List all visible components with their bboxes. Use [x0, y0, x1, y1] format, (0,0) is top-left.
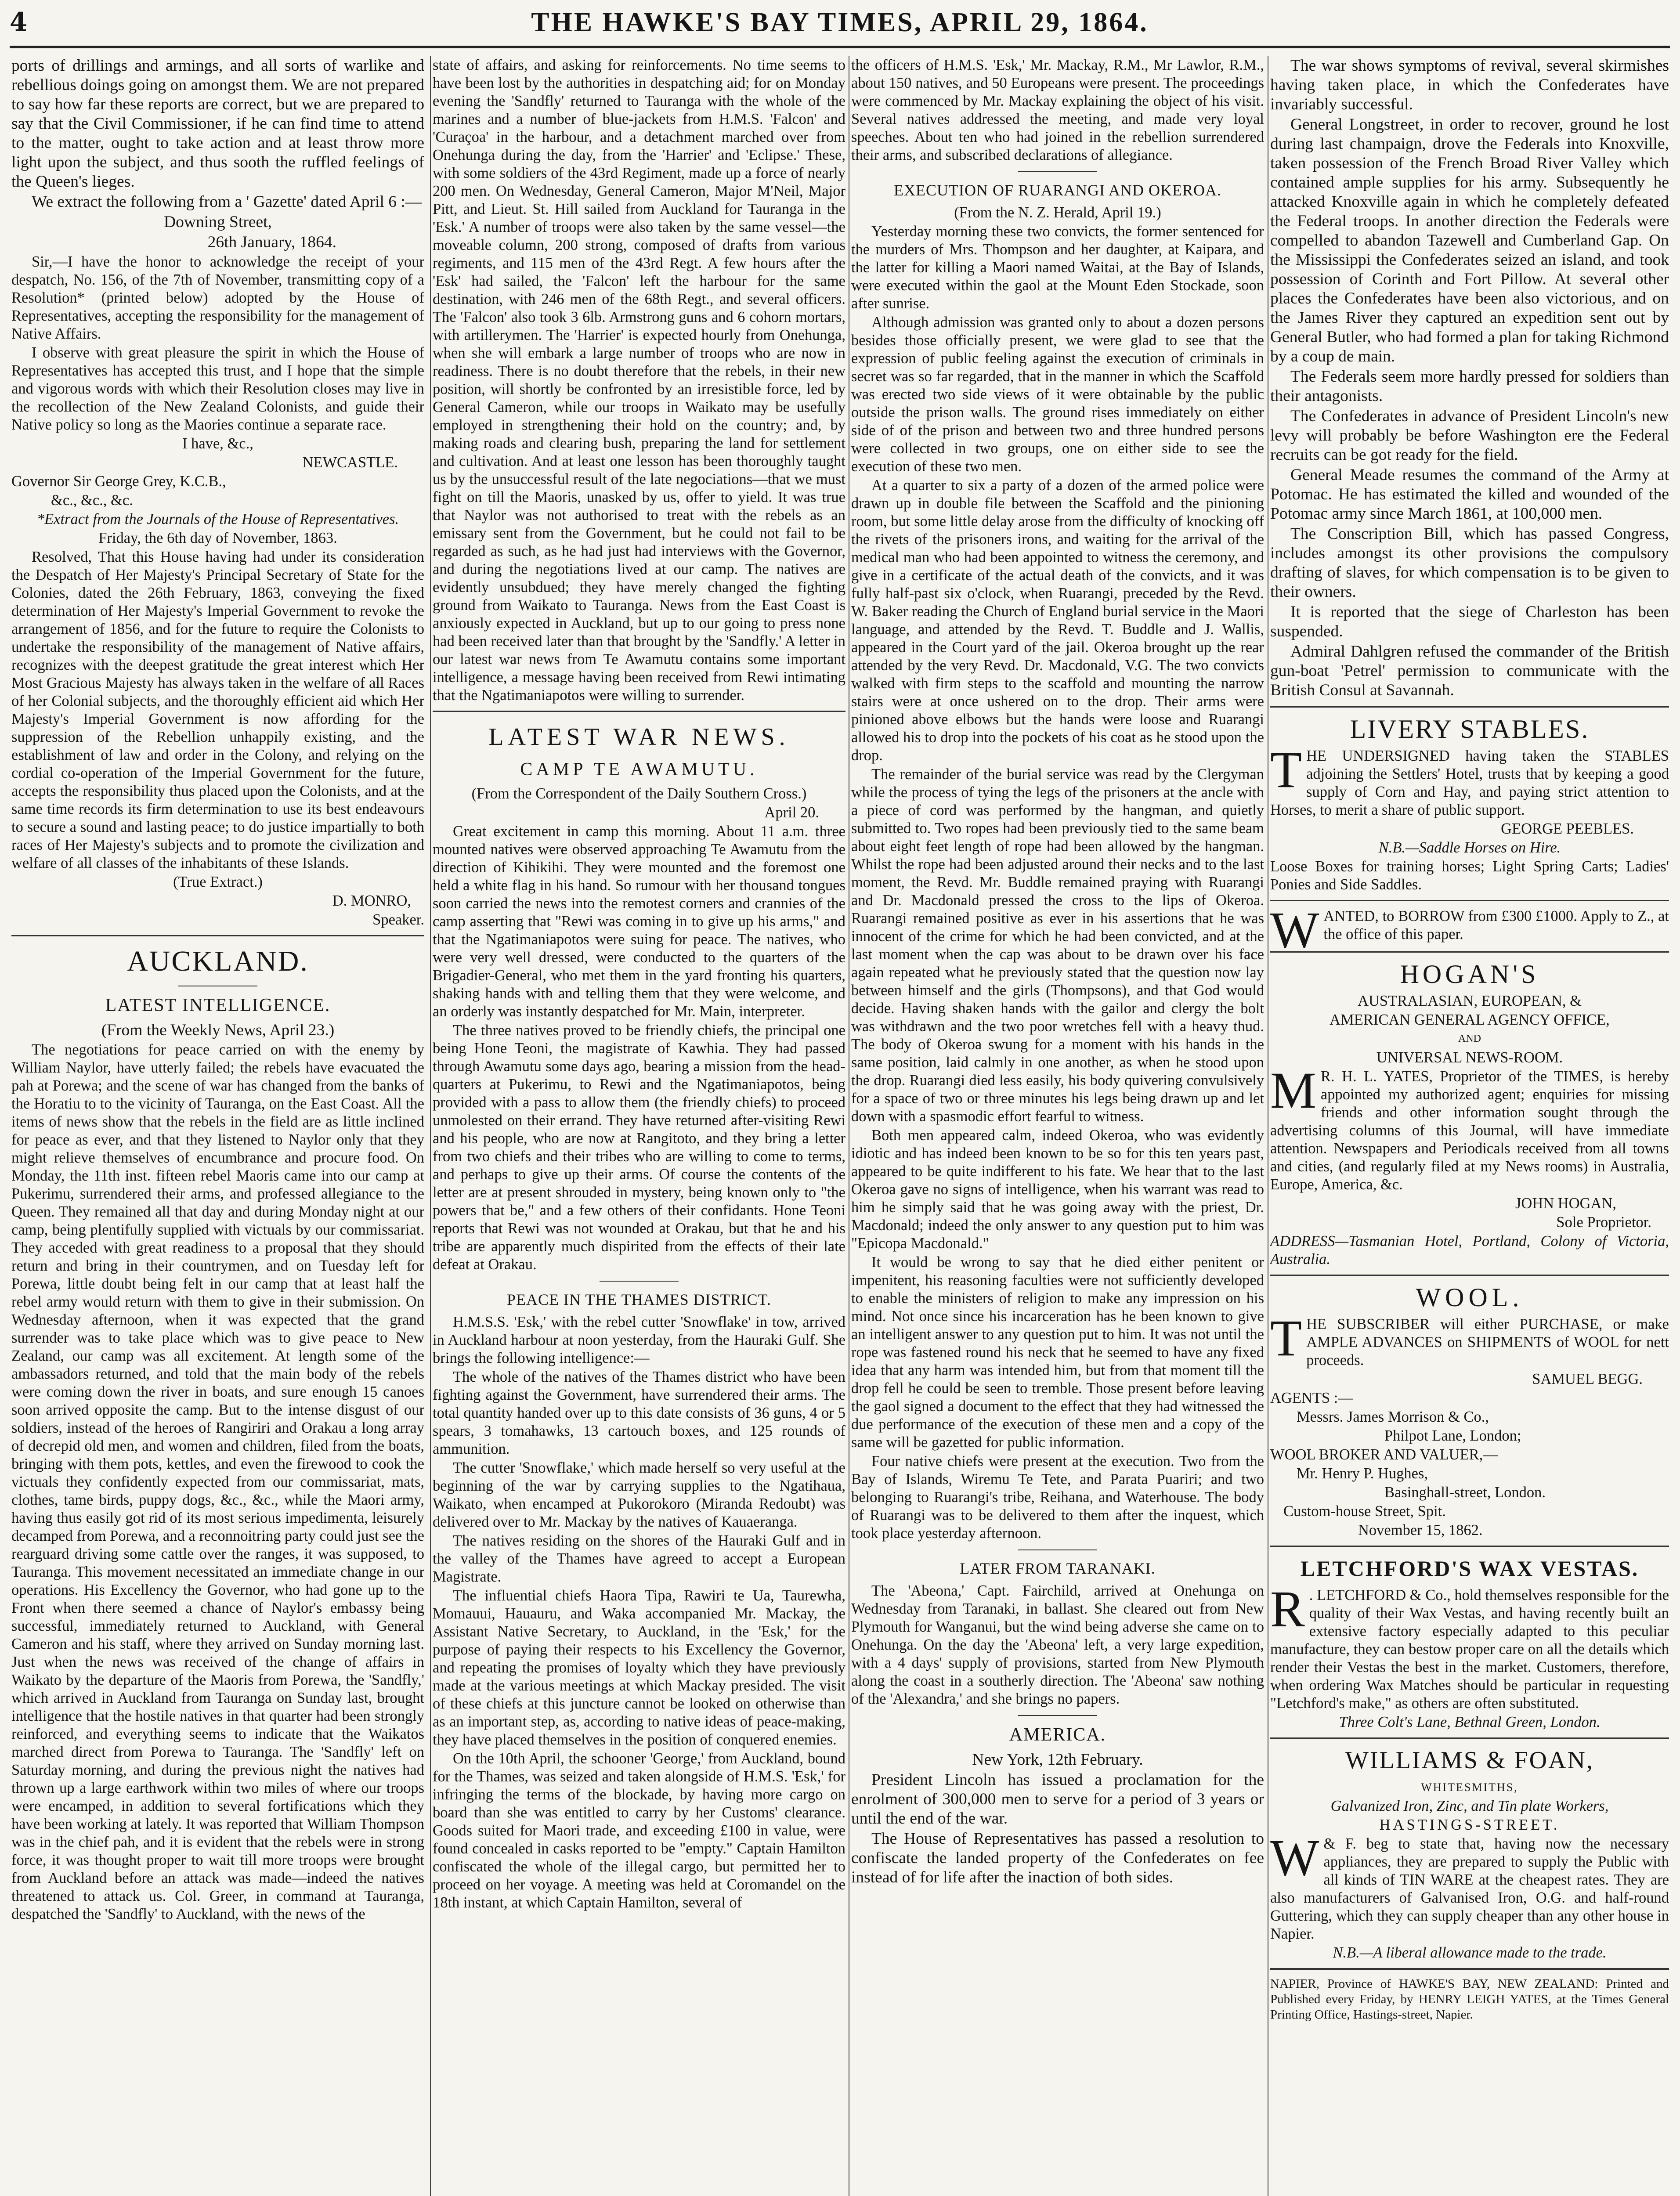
column-divider — [430, 56, 431, 2196]
speaker-name: D. MONRO, — [332, 892, 411, 909]
ad-text: AGENTS :— — [1270, 1390, 1353, 1406]
dateline: Downing Street, — [164, 213, 272, 231]
dateline: 26th January, 1864. — [207, 233, 336, 251]
ad-note: N.B.—Saddle Horses on Hire. — [1378, 839, 1561, 856]
ad-rule — [1270, 951, 1669, 953]
article-text: The Federals seem more hardly pressed for soldiers than their antagonists. — [1270, 368, 1669, 405]
column-3 — [851, 56, 1264, 2196]
article-text: The negotiations for peace carried on with the enemy by William Naylor, have utterly failed; the rebels have evacuated the pah at Porewa; and the scene of war has changed from the banks of the Horatiu to to the vicinity of Tauranga, on the East Coast. All the items of news show that the rebels in the field are as little inclined for peace as ever, and that they listened to Naylor only that they might relieve themselves of encumbrance and procure food. On Monday, the 11th inst. fifteen rebel Maoris came into our camp at Pukerimu, surrendered their arms, and professed allegiance to the Queen. They remained all that day and during Monday night at our camp, being plentifully supplied with victuals by our commissariat. They acceded with great readiness to a proposal that they should return and bring in their countrymen, and on Tuesday left for Porewa, little doubt being felt in our camp that at least half the rebel army would return with them to give in their submission. On Wednesday afternoon, when it was expected that the grand surrender was to take place which was to give peace to New Zealand, our camp was all excitement. At length some of the ambassadors returned, and told that the main body of the rebels were coming down the river in boats, and sure enough 15 canoes soon arrived opposite the camp. But to the intense disgust of our soldiers, instead of the heroes of Rangiriri and Orakau a long array of decrepid old men, and women and children, filed from the boats, bringing with them pots, kettles, and even the firewood to cook the victuals they confidently expected from our commissariat, mats, clothes, tame birds, puppy dogs, &c., &c., while the Maori army, having thus easily got rid of its most serious impedimenta, leisurely decamped from Porewa, and a reconnoitring party could just see the rearguard driving some cattle over the ranges, it was supposed, to Tauranga. This movement necessitated an immediate change in our operations. His Excellency the Governor, who had gone up to the Front when there seemed a chance of Naylor's embassy being successful, immediately returned to Auckland, with General Cameron and his staff, where they arrived on Sunday morning last. Just when the news was received of the change of affairs in Waikato by the departure of the Maoris from Porewa, the 'Sandfly,' which arrived in Auckland from Tauranga on Sunday last, brought intelligence that the hostile natives in that quarter had been strongly reinforced, and everything seems to indicate that the Waikatos marched direct from Porewa to Tauranga. The 'Sandfly' left on Saturday morning, and during the previous night the natives had thrown up a large earthwork within two miles of where our troops were encamped, in addition to several fortifications which they have been working at lately. It was reported that William Thompson was in the chief pah, and it is evident that the rebels were in strong force, it was thought proper to wait till more troops were brought from Auckland before an attack was made—indeed the natives threatened to attack us. Col. Greer, in command at Tauranga, despatched the 'Sandfly' to Auckland, with the news of the — [11, 1041, 424, 1922]
short-rule — [600, 1281, 679, 1282]
signoff: I have, &c., — [182, 435, 253, 452]
ad-rule — [1270, 706, 1669, 708]
ad-heading: LIVERY STABLES. — [1350, 715, 1590, 744]
article-text: The three natives proved to be friendly chiefs, the principal one being Hone Teoni, the magistrate of Kawhia. They had passed through Awamutu some days ago, bearing a mission from the head-quarters at Pukerimu, to Rewi and the Ngatimaniapotos, being provided with a pass to allow them (the friendly chiefs) to proceed unmolested on their errand. They have returned after-visiting Rewi and his people, who are now at Rangitoto, and they bring a letter from two chiefs and their tribes who are willing to come to terms, and perhaps to give up their arms. Of course the contents of the letter are at present shrouded in mystery, being known only to "the powers that be," and a few others of their confidants. Hone Teoni reports that Rewi was not wounded at Orakau, but that he and his tribe are apparently much dispirited from the effects of their late defeat at Orakau. — [433, 1022, 845, 1273]
masthead-rule — [10, 46, 1670, 48]
article-text: The cutter 'Snowflake,' which made herself so very useful at the beginning of the war by carrying supplies to the Ngatihaua, Waikato, when encamped at Pukorokoro (Miranda Redoubt) was delivered over to Mr. Mackay by the natives of Kauaeranga. — [433, 1459, 845, 1530]
dateline: New York, 12th February. — [972, 1751, 1143, 1769]
imprint: NAPIER, Province of HAWKE'S BAY, NEW ZEALAND: Printed and Published every Friday, by HENRY LEIGH YATES, at the Times General Printing Office, Hastings-street, Napier. — [1270, 1977, 1669, 2022]
article-text: Although admission was granted only to about a dozen persons besides those officially present, we were glad to see that the expression of public feeling against the execution of criminals in secret was so far regarded, that in the manner in which the Scaffold was erected two side views of it were obtainable by the public outside the prison walls. The ground rises immediately on either side of of the prison and between two and three hundred persons were collected in two groups, one on either side to see the execution of these two men. — [851, 314, 1264, 475]
ad-text: ANTED, to BORROW from £300 £1000. Apply to Z., at the office of this paper. — [1323, 908, 1669, 943]
subheading-latest-intelligence: LATEST INTELLIGENCE. — [105, 995, 331, 1015]
section-rule — [11, 935, 424, 936]
article-text: President Lincoln has issued a proclamation for the enrolment of 300,000 men to serve for a period of 3 years or until the end of the war. — [851, 1771, 1264, 1828]
ad-heading: WILLIAMS & FOAN, — [1345, 1747, 1594, 1774]
article-text: the officers of H.M.S. 'Esk,' Mr. Mackay, R.M., Mr Lawlor, R.M., about 150 natives, and 50 Europeans were present. The proceedings were commenced by Mr. Mackay explaining the object of his visit. Several natives addressed the meeting, and made very loyal speeches. About ten who had joined in the rebellion surrendered their arms, and subscribed declarations of allegiance. — [851, 57, 1264, 163]
ad-text: WOOL BROKER AND VALUER,— — [1270, 1446, 1498, 1463]
article-text: Great excitement in camp this morning. About 11 a.m. three mounted natives were observed approaching Te Awamutu from the direction of Kihikihi. They were mounted and the foremost one held a white flag in his hand. So rumour with her thousand tongues soon carried the news into the remotest corners and crannies of the camp asserting that "Rewi was coming in to give up his arms," and that the Ngatimaniapotos were suing for peace. The natives, who were very well dressed, were conducted to the quarters of the Brigadier-General, who met them in the yard fronting his quarters, shaking hands with and telling them that they were welcome, and an orderly was instantly despatched for Mr. Main, interpreter. — [433, 823, 845, 1020]
ad-note: N.B.—A liberal allowance made to the trade. — [1333, 1944, 1607, 1961]
subheading-execution: EXECUTION OF RUARANGI AND OKEROA. — [894, 181, 1221, 199]
ad-signer: SAMUEL BEGG. — [1532, 1371, 1643, 1387]
ad-subheading: Galvanized Iron, Zinc, and Tin plate Workers, — [1330, 1798, 1609, 1814]
short-rule — [1018, 171, 1097, 172]
column-2 — [433, 56, 845, 2196]
resolution-date: Friday, the 6th day of November, 1863. — [98, 530, 337, 546]
ad-text: & F. beg to state that, having now the necessary appliances, they are prepared to supply the Public with all kinds of TIN WARE at the cheapest rates. They are also manufacturers of Galvanised Iron, O.G. and half-round Guttering, which they can supply cheaper than any other house in Napier. — [1270, 1835, 1669, 1942]
masthead — [10, 7, 1670, 44]
ad-address: ADDRESS—Tasmanian Hotel, Portland, Colony of Victoria, Australia. — [1270, 1233, 1669, 1268]
ad-text: R. H. L. YATES, Proprietor of the TIMES, is hereby appointed my authorized agent; enquiries for missing friends and other information sought through the advertising columns of this Journal, will have immediate attention. Newspapers and Periodicals received from all towns and cities, (and regularly filed at my News rooms) in Australia, Europe, America, &c. — [1270, 1068, 1669, 1193]
article-text: The war shows symptoms of revival, several skirmishes having taken place, in which the Confederates have invariably successful. — [1270, 57, 1669, 113]
article-text: General Longstreet, in order to recover, ground he lost during last champaign, drove the Federals into Knoxville, taken possession of the French Broad River Valley which contained ample supplies for his army. Subsequently he attacked Knoxville again in which he completely defeated the Federal troops. In another direction the Federals were compelled to abandon Tazewell and Cumberland Gap. On the Mississippi the Confederates seized an island, and took possession of Corinth and Fort Pillow. At several other places the Confederates have been also victorious, and on the James River they captured an expedition sent out by General Butler, who had formed a plan for taking Richmond by a coup de main. — [1270, 116, 1669, 365]
drop-cap: R — [1270, 1580, 1305, 1638]
ad-address: Three Colt's Lane, Bethnal Green, London. — [1339, 1714, 1601, 1730]
article-text: At a quarter to six a party of a dozen of the armed police were drawn up in double file between the Scaffold and the pinioning room, but some little delay arose from the difficulty of knocking off the rivets of the prisoners irons, and waiting for the arrival of the medical man who had been appointed to witness the ceremony, and give in a certificate of the actual death of the convicts, and it was fully half-past six o'clock, when Ruarangi, preceded by the Revd. W. Baker reading the Church of England burial service in the Maori language, and attended by the Revd. T. Buddle and J. Wallis, appeared in the Court yard of the jail. Okeroa brought up the rear attended by the very Revd. Dr. Macdonald, V.G. The two convicts walked with firm steps to the scaffold and mounting the narrow stairs were at once ushered on to the drop. Their arms were pinioned above elbows but the hands were loose and Ruarangi allowed his to drop into the pockets of his coat as he stood upon the drop. — [851, 477, 1264, 764]
ad-text: Philpot Lane, London; — [1384, 1427, 1521, 1444]
ad-subheading: AND — [1458, 1033, 1481, 1044]
ad-hogans — [1270, 959, 1669, 1268]
article-text: The 'Abeona,' Capt. Fairchild, arrived at Onehunga on Wednesday from Taranaki, in ballast. She cleared out from New Plymouth for Wanganui, but the wind being adverse she came on to Onehunga. On the day the 'Abeona' left, a very large expedition, with a 4 days' supply of provisions, started from New Plymouth along the coast in a southerly direction. The 'Abeona' saw nothing of the 'Alexandra,' and she brings no papers. — [851, 1582, 1264, 1707]
ad-rule — [1270, 1737, 1669, 1739]
ad-text: Basinghall-street, London. — [1384, 1484, 1546, 1501]
ad-text: Loose Boxes for training horses; Light Spring Carts; Ladies' Ponies and Side Saddles. — [1270, 858, 1669, 893]
article-text: The Conscription Bill, which has passed Congress, includes amongst its other provisions the compulsory drafting of slaves, for which compensation is to be given to their owners. — [1270, 525, 1669, 601]
drop-cap: T — [1270, 1309, 1302, 1367]
section-rule — [433, 711, 845, 712]
ad-subheading: WHITESMITHS, — [1421, 1781, 1518, 1794]
ad-subheading: AMERICAN GENERAL AGENCY OFFICE, — [1330, 1011, 1610, 1028]
newspaper-title: THE HAWKE'S BAY TIMES, APRIL 29, 1864. — [531, 7, 1149, 37]
paragraph: ports of drillings and armings, and all sorts of warlike and rebellious doings going on amongst them. We are not prepared to say how far these reports are correct, but we are prepared to say that the Civil Commissioner, if he can find time to attend to the matter, ought to take action and at least throw more light upon the subject, and thus sooth the ruffled feelings of the Queen's lieges. — [11, 57, 424, 191]
imprint-rule — [1270, 1968, 1669, 1970]
ad-subheading: HASTINGS-STREET. — [1379, 1817, 1560, 1833]
ad-letchford — [1270, 1553, 1669, 1731]
ad-text: HE UNDERSIGNED having taken the STABLES adjoining the Settlers' Hotel, trusts that by keeping a good supply of Corn and Hay, and paying strict attention to Horses, to merit a share of public support. — [1270, 748, 1669, 818]
ad-text: HE SUBSCRIBER will either PURCHASE, or make AMPLE ADVANCES on SHIPMENTS of WOOL for nett proceeds. — [1306, 1316, 1669, 1369]
article-text: Yesterday morning these two convicts, the former sentenced for the murders of Mrs. Thompson and her daughter, at Kaipara, and the latter for killing a Maori named Waitai, at the Bay of Islands, were executed within the gaol at the Mount Eden Stockade, soon after sunrise. — [851, 223, 1264, 312]
speaker-title: Speaker. — [372, 911, 424, 928]
ad-text: Custom-house Street, Spit. — [1283, 1503, 1446, 1520]
ad-wanted — [1270, 901, 1669, 959]
section-heading-auckland: AUCKLAND. — [127, 945, 309, 977]
ad-text: Mr. Henry P. Hughes, — [1297, 1465, 1428, 1482]
article-text: General Meade resumes the command of the Army at Potomac. He has estimated the killed and wounded of the Potomac army since March 1861, at 100,000 men. — [1270, 466, 1669, 523]
dateline: April 20. — [764, 804, 819, 821]
ad-signer-title: Sole Proprietor. — [1556, 1214, 1651, 1231]
paragraph: We extract the following from a ' Gazette' dated April 6 :— — [32, 193, 422, 211]
article-text: Four native chiefs were present at the execution. Two from the Bay of Islands, Wiremu Te Tete, and Parata Puariri; and two belonging to Ruarangi's tribe, Reihana, and Waterhouse. The body of Ruarangi was to be delivered to them after the inquest, which took place yesterday afternoon. — [851, 1453, 1264, 1542]
short-rule — [1018, 1549, 1097, 1550]
ad-signer: GEORGE PEEBLES. — [1501, 820, 1634, 837]
subheading-taranaki: LATER FROM TARANAKI. — [960, 1560, 1156, 1577]
addressee: Governor Sir George Grey, K.C.B., — [11, 473, 226, 490]
article-text: The whole of the natives of the Thames district who have been fighting against the Government, have surrendered their arms. The total quantity handed over up to this date consists of 36 guns, 4 or 5 spears, 3 tomahawks, 13 cartouch boxes, and 125 rounds of ammunition. — [433, 1369, 845, 1457]
true-extract: (True Extract.) — [173, 874, 263, 890]
ad-text: . LETCHFORD & Co., hold themselves responsible for the quality of their Wax Vestas, and having recently built an extensive factory especially adapted to this peculiar manufacture, they can bestow proper care on all the details which render their Vestas the best in the market. Customers, therefore, when ordering Wax Matches should be particular in requesting "Letchford's make," as others are often substituted. — [1270, 1587, 1669, 1712]
drop-cap: M — [1270, 1062, 1316, 1119]
subheading-america: AMERICA. — [1009, 1725, 1106, 1745]
ad-heading: LETCHFORD'S WAX VESTAS. — [1300, 1556, 1639, 1581]
article-text: The House of Representatives has passed a resolution to confiscate the landed property of the Confederates on fee instead of for life after the inaction of both sides. — [851, 1830, 1264, 1886]
resolution-text: Resolved, That this House having had under its consideration the Despatch of Her Majesty's Principal Secretary of State for the Colonies, dated the 26th February, 1863, conveying the fixed determination of Her Majesty's Imperial Government to revoke the arrangement of 1856, and for the future to require the Colonists to undertake the responsibility of the management of Native affairs, recognizes with the deepest gratitude the great interest which Her Most Gracious Majesty has always taken in the welfare of all Races of her Colonial subjects, and the thoroughly efficient aid which Her Majesty's Imperial Government is now affording for the suppression of the Rebellion unhappily existing, and the establishment of law and order in the Colony, and relying on the cordial co-operation of the Imperial Government for the future, accepts the responsibility thus placed upon the Colonists, and at the same time records its firm determination to use its best endeavours to secure a sound and lasting peace; to do justice impartially to both races of Her Majesty's subjects and to promote the civilization and welfare of all classes of the inhabitants of these Islands. — [11, 549, 424, 871]
column-4 — [1270, 56, 1669, 2196]
extract-title: *Extract from the Journals of the House of Representatives. — [36, 511, 399, 527]
ad-subheading: UNIVERSAL NEWS-ROOM. — [1376, 1049, 1563, 1066]
ad-heading: WOOL. — [1416, 1283, 1524, 1312]
ad-wool — [1270, 1282, 1669, 1539]
article-text: Both men appeared calm, indeed Okeroa, who was evidently idiotic and has indeed been known to be so for this ten years past, appeared to be quite indifferent to his fate. We hear that to the last Okeroa gave no signs of intelligence, when his warrant was read to him he simply said that he was going away with the priest, Dr. Macdonald; indeed the only answer to any question put to him was "Epicopa Macdonald." — [851, 1127, 1264, 1252]
ad-signer: JOHN HOGAN, — [1515, 1195, 1616, 1212]
drop-cap: W — [1270, 1829, 1319, 1886]
article-text: H.M.S.S. 'Esk,' with the rebel cutter 'Snowflake' in tow, arrived in Auckland harbour at noon yesterday, from the Hauraki Gulf. She brings the following intelligence:— — [433, 1314, 845, 1366]
section-heading-latest-war-news: LATEST WAR NEWS. — [488, 723, 790, 751]
article-text: The influential chiefs Haora Tipa, Rawiri te Ua, Taurewha, Momauui, Hauauru, and Waka accompanied Mr. Mackay, the Assistant Native Secretary, to Auckland, in the 'Esk,' for the purpose of paying their respects to his Excellency the Governor, and repeating the promises of loyalty which they have previously made at the various meetings at which Mackay presided. The visit of these chiefs at this juncture cannot be looked on otherwise than as an important step, as, according to native ideas of peace-making, they have placed themselves in the position of conquered enemies. — [433, 1587, 845, 1748]
ad-text: Messrs. James Morrison & Co., — [1297, 1409, 1489, 1425]
ad-rule — [1270, 1546, 1669, 1547]
subheading-camp: CAMP TE AWAMUTU. — [520, 759, 758, 780]
source-line: (From the N. Z. Herald, April 19.) — [954, 204, 1161, 221]
ad-livery-stables — [1270, 714, 1669, 894]
drop-cap: W — [1270, 901, 1319, 959]
source-line: (From the Weekly News, April 23.) — [101, 1021, 335, 1039]
addressee: &c., &c., &c. — [51, 492, 133, 509]
letter-text: I observe with great pleasure the spirit in which the House of Representatives has accepted this trust, and I hope that the simple and vigorous words with which their Resolution closes may live in the recollection of the New Zealand Colonists, and guide their Native policy so long as the Maories continue a separate race. — [11, 344, 424, 433]
article-text: The natives residing on the shores of the Hauraki Gulf and in the valley of the Thames have agreed to accept a European Magistrate. — [433, 1532, 845, 1585]
article-text: The Confederates in advance of President Lincoln's new levy will probably be before Washington ere the Federal recruits can be got ready for the field. — [1270, 407, 1669, 464]
article-text: It is reported that the siege of Charleston has been suspended. — [1270, 603, 1669, 640]
signer: NEWCASTLE. — [302, 454, 398, 471]
letter-text: Sir,—I have the honor to acknowledge the receipt of your despatch, No. 156, of the 7th of November, transmitting copy of a Resolution* (printed below) adopted by the House of Representatives, accepting the responsibility for the management of Native Affairs. — [11, 253, 424, 342]
ad-rule — [1270, 900, 1669, 901]
source-line: (From the Correspondent of the Daily Southern Cross.) — [471, 785, 807, 802]
article-text: The remainder of the burial service was read by the Clergyman while the process of tying the legs of the prisoners at the ancle with a piece of cord was performed by the hangman, and quietly submitted to. Two ropes had been previously tied to the same beam about eight feet length of rope had been allowed by the hangman. Whilst the rope had been adjusted around their necks and to the last moment, the Revd. Mr. Buddle remained praying with Ruarangi and Dr. Macdonald pressed the cross to the lips of Okeroa. Ruarangi remained positive as ever in his assertions that he was innocent of the crime for which he had been convicted, and at the last moment when the cap was about to be drawn over his face again repeated what he previously stated that the question now lay between himself and the girls (Thompsons), and that God would decide. Having shaken hands with the gailor and clergy the bolt was withdrawn and the two poor wretches fell with a heavy thud. The body of Okeroa swung for a moment with his hands in the same position, laid calmly in one another, as when he stood upon the drop. Ruarangi died less easily, his body quivering convulsively for a space of two or three minutes his legs being drawn up and let down with a spasmodic effort fearful to witness. — [851, 766, 1264, 1125]
article-text: It would be wrong to say that he died either penitent or impenitent, his reasoning faculties were not sufficiently developed to enable the ministers of religion to make any impression on his mind. Not once since his incarceration has he been known to give an intelligent answer to any question put to him. It was not until the rope was fastened round his neck that he seemed to have any fixed idea that any harm was intended him, but from that moment till the drop fell he could be seen to tremble. Those present before leaving the gaol signed a document to the effect that they had witnessed the due performance of the execution of these men and a copy of the same will be gazetted for public information. — [851, 1254, 1264, 1451]
page-number: 4 — [10, 7, 28, 37]
ad-rule — [1270, 1275, 1669, 1276]
column-1 — [11, 56, 424, 2196]
short-rule — [1018, 1715, 1097, 1716]
ad-williams-foan — [1270, 1745, 1669, 1962]
subheading-thames: PEACE IN THE THAMES DISTRICT. — [506, 1291, 771, 1308]
ad-heading: HOGAN'S — [1400, 960, 1539, 989]
ad-date: November 15, 1862. — [1358, 1522, 1483, 1539]
article-text: On the 10th April, the schooner 'George,' from Auckland, bound for the Thames, was seized and taken alongside of H.M.S. 'Esk,' for infringing the terms of the blockade, by having more cargo on board than she was entitled to carry by her Customs' clearance. Goods suited for Maori trade, and exceeding £100 in value, were found concealed in casks reported to be "empty." Captain Hamilton confiscated the whole of the illegal cargo, but permitted her to proceed on her voyage. A meeting was held at Coromandel on the 18th instant, at which Captain Hamilton, several of — [433, 1750, 845, 1911]
article-text: state of affairs, and asking for reinforcements. No time seems to have been lost by the authorities in despatching aid; for on Monday evening the 'Sandfly' returned to Tauranga with the whole of the marines and a number of blue-jackets from H.M.S. 'Falcon' and 'Curaçoa' in the harbour, and a detachment marched over from Onehunga during the day, from the 'Harrier' and 'Eclipse.' These, with some soldiers of the 43rd Regiment, made up a force of nearly 200 men. On Wednesday, General Cameron, Major M'Neil, Major Pitt, and Lieut. St. Hill sailed from Auckland for Tauranga in the 'Esk.' A number of troops were also taken by the same vessel—the moveable column, 200 strong, composed of drafts from various regiments, and 115 men of the 43rd Regt. A few hours after the 'Esk' had sailed, the 'Falcon' left the harbour for the same destination, with 246 men of the 68th Regt., and several officers. The 'Falcon' also took 3 6lb. Armstrong guns and 6 cohorn mortars, with artillerymen. The 'Harrier' is expected hourly from Onehunga, when she will embark a large number of troops who are now in readiness. There is no doubt therefore that the rebels, in their new position, will shortly be confronted by an irresistible force, led by General Cameron, while our troops in Waikato may be usefully employed in strengthening their hold on the country; and, by making roads and clearing bush, preparing the land for settlement and cultivation. And at least one lesson has been thoroughly taught us by the unsuccessful result of the late negociations—that we must fight on till the Maoris, unasked by us, offer to yield. It was true that Naylor was not authorised to treat with the rebels as an emissary sent from the Government, but he could not fail to be regarded as such, as he had just had interviews with the Governor, and during the negotiations lived at our camp. The natives are evidently unsubdued; they have merely changed the fighting ground from Waikato to Tauranga. News from the East Coast is anxiously expected in Auckland, but up to our going to press none had been received later than that brought by the 'Sandfly.' A letter in our latest war news from Te Awamutu contains some important intelligence, a message having been received from Rewi intimating that the Ngatimaniapotos were willing to surrender. — [433, 57, 845, 704]
drop-cap: T — [1270, 741, 1302, 798]
article-text: Admiral Dahlgren refused the commander of the British gun-boat 'Petrel' permission to communicate with the British Consul at Savannah. — [1270, 643, 1669, 699]
ad-subheading: AUSTRALASIAN, EUROPEAN, & — [1358, 993, 1582, 1009]
